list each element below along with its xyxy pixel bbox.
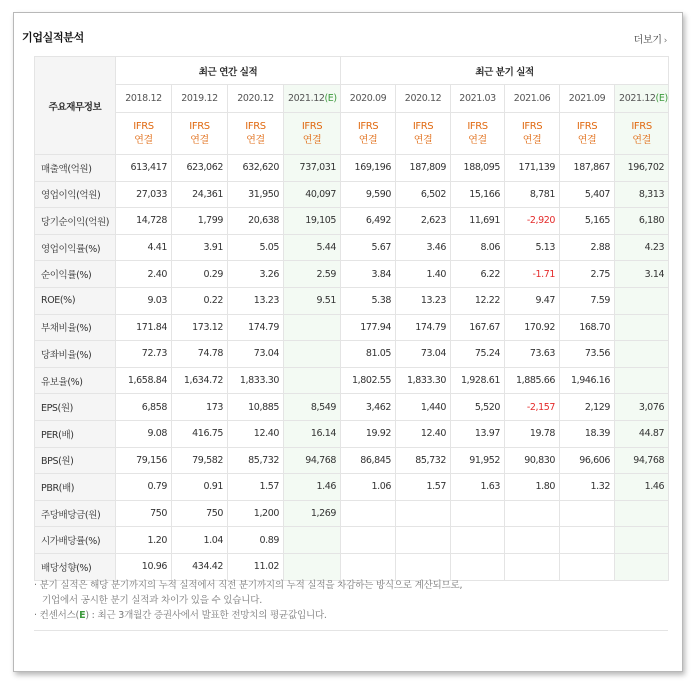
ifrs-label: IFRS — [357, 120, 379, 132]
row-label: 당기순이익(억원) — [35, 208, 116, 235]
table-cell — [396, 500, 451, 527]
table-cell: 1,833.30 — [228, 367, 284, 394]
period-header — [116, 85, 172, 113]
table-row — [35, 261, 669, 288]
table-cell — [451, 527, 505, 554]
table-cell: 91,952 — [451, 447, 505, 474]
table-cell: 170.92 — [505, 314, 560, 341]
table-cell: 19.78 — [505, 420, 560, 447]
ifrs-label: IFRS — [245, 120, 266, 132]
more-link[interactable] — [634, 31, 667, 46]
table-cell: 1,200 — [228, 500, 284, 527]
table-cell: 3.14 — [615, 261, 669, 288]
table-cell: 187,867 — [560, 155, 615, 182]
row-label: 영업이익률(%) — [35, 234, 116, 261]
table-cell: 44.87 — [615, 420, 669, 447]
table-cell: 9.03 — [116, 287, 172, 314]
annual-header: 최근 연간 실적 — [116, 57, 341, 85]
table-cell: 20,638 — [228, 208, 284, 235]
ifrs-label: IFRS — [467, 120, 488, 132]
table-cell: 90,830 — [505, 447, 560, 474]
consolidated-label: 연결 — [190, 134, 209, 146]
table-cell: 13.97 — [451, 420, 505, 447]
table-row — [35, 234, 669, 261]
table-cell: 3,076 — [615, 394, 669, 421]
table-cell: 85,732 — [228, 447, 284, 474]
table-cell: 1.63 — [451, 474, 505, 501]
table-cell: 8,549 — [284, 394, 341, 421]
financial-table — [34, 56, 669, 581]
table-cell — [615, 527, 669, 554]
table-cell: 5,165 — [560, 208, 615, 235]
table-cell: 6,180 — [615, 208, 669, 235]
period-label: 2021.12 — [619, 93, 656, 104]
table-cell: 1.04 — [172, 527, 228, 554]
table-cell: 3,462 — [341, 394, 396, 421]
table-cell: 1,634.72 — [172, 367, 228, 394]
table-cell: 632,620 — [228, 155, 284, 182]
period-label: 2018.12 — [125, 93, 162, 104]
table-row — [35, 394, 669, 421]
row-label: PER(배) — [35, 420, 116, 447]
table-cell: 1,440 — [396, 394, 451, 421]
table-cell: 6,858 — [116, 394, 172, 421]
period-label: 2020.12 — [404, 93, 442, 104]
ifrs-label: IFRS — [521, 120, 543, 132]
row-label: 시가배당률(%) — [35, 527, 116, 554]
estimate-marker: (E) — [655, 93, 668, 104]
row-label: BPS(원) — [35, 447, 116, 474]
table-cell: 1.20 — [116, 527, 172, 554]
table-cell — [615, 367, 669, 394]
table-cell: 1,802.55 — [341, 367, 396, 394]
table-cell — [284, 527, 341, 554]
table-cell: 171,139 — [505, 155, 560, 182]
consolidated-label: 연결 — [468, 134, 487, 146]
table-cell: 18.39 — [560, 420, 615, 447]
table-cell: 6,502 — [396, 181, 451, 208]
footnote-quarter-cont: 기업에서 공시한 분기 실적과 차이가 있을 수 있습니다. — [42, 595, 263, 606]
period-header — [396, 85, 451, 113]
table-cell: 1,799 — [172, 208, 228, 235]
table-cell: 434.42 — [172, 553, 228, 580]
quarter-header: 최근 분기 실적 — [341, 57, 669, 85]
ifrs-header — [172, 113, 228, 155]
table-cell: 8.06 — [451, 234, 505, 261]
table-cell: 750 — [172, 500, 228, 527]
consolidated-label: 연결 — [522, 134, 542, 146]
table-cell — [560, 527, 615, 554]
consolidated-label: 연결 — [413, 134, 433, 146]
table-cell: 2.59 — [284, 261, 341, 288]
table-cell: 8,313 — [615, 181, 669, 208]
table-cell: 4.41 — [116, 234, 172, 261]
table-cell: 12.40 — [228, 420, 284, 447]
table-cell: 79,582 — [172, 447, 228, 474]
ifrs-label: IFRS — [301, 120, 323, 132]
table-cell: 1,833.30 — [396, 367, 451, 394]
table-cell: 1.80 — [505, 474, 560, 501]
table-row — [35, 527, 669, 554]
table-cell — [505, 527, 560, 554]
row-label: ROE(%) — [35, 287, 116, 314]
row-label: EPS(원) — [35, 394, 116, 421]
table-cell: -1.71 — [505, 261, 560, 288]
table-row — [35, 367, 669, 394]
table-cell: -2,920 — [505, 208, 560, 235]
table-cell: 15,166 — [451, 181, 505, 208]
table-cell: 1.57 — [396, 474, 451, 501]
table-cell: 1.06 — [341, 474, 396, 501]
table-cell: 169,196 — [341, 155, 396, 182]
table-cell: 1.46 — [615, 474, 669, 501]
table-row — [35, 181, 669, 208]
table-cell: 13.23 — [396, 287, 451, 314]
table-row — [35, 208, 669, 235]
row-label: 당좌비율(%) — [35, 341, 116, 368]
table-cell: 75.24 — [451, 341, 505, 368]
table-cell: 74.78 — [172, 341, 228, 368]
footnote-consensus-suffix: ) : 최근 3개월간 증권사에서 발표한 전망치의 평균값입니다. — [85, 610, 327, 621]
table-cell: 14,728 — [116, 208, 172, 235]
estimate-marker: (E) — [324, 93, 337, 104]
table-row — [35, 553, 669, 580]
table-cell: 1,658.84 — [116, 367, 172, 394]
table-cell: 168.70 — [560, 314, 615, 341]
table-cell: 737,031 — [284, 155, 341, 182]
table-cell: 72.73 — [116, 341, 172, 368]
table-cell: 79,156 — [116, 447, 172, 474]
table-cell — [341, 500, 396, 527]
table-cell: 9,590 — [341, 181, 396, 208]
table-cell — [341, 527, 396, 554]
table-cell: 40,097 — [284, 181, 341, 208]
table-cell: 2.75 — [560, 261, 615, 288]
table-cell: 2.88 — [560, 234, 615, 261]
consolidated-label: 연결 — [302, 134, 322, 146]
period-label: 2021.03 — [459, 93, 496, 104]
table-cell: 1,946.16 — [560, 367, 615, 394]
period-header — [505, 85, 560, 113]
table-cell: 81.05 — [341, 341, 396, 368]
table-cell: 31,950 — [228, 181, 284, 208]
table-cell: 2,129 — [560, 394, 615, 421]
footnote-consensus-prefix: · 컨센서스( — [34, 610, 80, 621]
period-row — [35, 85, 669, 113]
table-cell: 85,732 — [396, 447, 451, 474]
ifrs-header — [228, 113, 284, 155]
table-cell: 27,033 — [116, 181, 172, 208]
financial-table-body — [35, 155, 669, 581]
footnotes — [34, 578, 668, 623]
table-cell: 750 — [116, 500, 172, 527]
table-row — [35, 500, 669, 527]
table-cell: 5,520 — [451, 394, 505, 421]
ifrs-header — [284, 113, 341, 155]
row-label: 배당성향(%) — [35, 553, 116, 580]
table-cell: 0.89 — [228, 527, 284, 554]
row-label: 부채비율(%) — [35, 314, 116, 341]
table-cell: 13.23 — [228, 287, 284, 314]
row-label: 매출액(억원) — [35, 155, 116, 182]
table-cell: 613,417 — [116, 155, 172, 182]
table-cell: 1.40 — [396, 261, 451, 288]
table-cell: 19,105 — [284, 208, 341, 235]
table-cell: 0.29 — [172, 261, 228, 288]
table-cell — [560, 500, 615, 527]
ifrs-row — [35, 113, 669, 155]
table-cell: 3.84 — [341, 261, 396, 288]
period-header — [228, 85, 284, 113]
table-cell: 12.22 — [451, 287, 505, 314]
table-cell — [284, 553, 341, 580]
table-cell: 1.57 — [228, 474, 284, 501]
ifrs-header — [615, 113, 669, 155]
table-cell: 5.13 — [505, 234, 560, 261]
ifrs-label: IFRS — [133, 120, 154, 132]
period-label: 2019.12 — [181, 93, 218, 104]
period-header — [615, 85, 669, 113]
period-header — [560, 85, 615, 113]
table-row — [35, 447, 669, 474]
period-label: 2020.09 — [349, 93, 387, 104]
footnote-quarter: · 분기 실적은 해당 분기까지의 누적 실적에서 직전 분기까지의 누적 실적을 차감하는 방식으로 계산되므로, — [34, 580, 463, 591]
section-title: 기업실적분석 — [22, 31, 84, 44]
consolidated-label: 연결 — [577, 134, 597, 146]
table-cell: 10.96 — [116, 553, 172, 580]
period-header — [284, 85, 341, 113]
chevron-right-icon: › — [663, 36, 667, 46]
ifrs-header — [341, 113, 396, 155]
consolidated-label: 연결 — [246, 134, 265, 146]
table-cell: 1,269 — [284, 500, 341, 527]
footnote-consensus — [34, 608, 668, 623]
table-cell — [615, 500, 669, 527]
table-cell — [615, 553, 669, 580]
period-header — [172, 85, 228, 113]
table-cell: 1,885.66 — [505, 367, 560, 394]
ifrs-label: IFRS — [412, 120, 434, 132]
table-cell: 171.84 — [116, 314, 172, 341]
table-cell — [615, 287, 669, 314]
consolidated-label: 연결 — [632, 134, 651, 146]
table-cell — [284, 367, 341, 394]
table-cell: 0.22 — [172, 287, 228, 314]
table-cell: 11.02 — [228, 553, 284, 580]
row-label: PBR(배) — [35, 474, 116, 501]
table-cell — [560, 553, 615, 580]
table-cell: 9.51 — [284, 287, 341, 314]
table-cell: 11,691 — [451, 208, 505, 235]
table-cell: 1.32 — [560, 474, 615, 501]
table-cell: 6,492 — [341, 208, 396, 235]
table-cell — [451, 553, 505, 580]
table-cell — [284, 341, 341, 368]
table-cell: 1,928.61 — [451, 367, 505, 394]
table-cell: 5,407 — [560, 181, 615, 208]
table-cell: 9.47 — [505, 287, 560, 314]
table-cell: 173 — [172, 394, 228, 421]
table-cell: 5.44 — [284, 234, 341, 261]
table-cell: 16.14 — [284, 420, 341, 447]
table-cell: 94,768 — [284, 447, 341, 474]
period-label: 2021.09 — [568, 93, 606, 104]
table-row — [35, 341, 669, 368]
table-cell — [505, 553, 560, 580]
table-cell: 12.40 — [396, 420, 451, 447]
period-label: 2020.12 — [237, 93, 274, 104]
table-cell — [505, 500, 560, 527]
table-cell: 8,781 — [505, 181, 560, 208]
table-cell: 167.67 — [451, 314, 505, 341]
table-cell: 96,606 — [560, 447, 615, 474]
table-cell — [396, 553, 451, 580]
footnote-consensus-e: E — [79, 610, 86, 621]
main-info-header: 주요재무정보 — [35, 57, 116, 155]
table-cell: 5.05 — [228, 234, 284, 261]
table-cell: 173.12 — [172, 314, 228, 341]
ifrs-header — [505, 113, 560, 155]
table-cell: 3.26 — [228, 261, 284, 288]
table-cell — [284, 314, 341, 341]
table-cell: 3.46 — [396, 234, 451, 261]
table-cell: 0.79 — [116, 474, 172, 501]
consolidated-label: 연결 — [134, 134, 153, 146]
ifrs-label: IFRS — [576, 120, 598, 132]
table-cell: 188,095 — [451, 155, 505, 182]
table-cell — [396, 527, 451, 554]
row-label: 영업이익(억원) — [35, 181, 116, 208]
table-cell: 73.56 — [560, 341, 615, 368]
ifrs-header — [451, 113, 505, 155]
table-cell: 24,361 — [172, 181, 228, 208]
ifrs-label: IFRS — [631, 120, 652, 132]
table-cell: 174.79 — [396, 314, 451, 341]
table-row — [35, 314, 669, 341]
table-cell: 2.40 — [116, 261, 172, 288]
table-cell: 3.91 — [172, 234, 228, 261]
ifrs-header — [560, 113, 615, 155]
table-row — [35, 420, 669, 447]
table-cell: 174.79 — [228, 314, 284, 341]
table-cell: 196,702 — [615, 155, 669, 182]
table-cell: 177.94 — [341, 314, 396, 341]
period-header — [341, 85, 396, 113]
table-cell: 187,809 — [396, 155, 451, 182]
row-label: 순이익률(%) — [35, 261, 116, 288]
table-cell: 0.91 — [172, 474, 228, 501]
table-cell: -2,157 — [505, 394, 560, 421]
table-cell: 10,885 — [228, 394, 284, 421]
period-label: 2021.12 — [288, 93, 325, 104]
table-cell: 2,623 — [396, 208, 451, 235]
more-link-label: 더보기 — [633, 35, 662, 46]
table-cell: 7.59 — [560, 287, 615, 314]
consolidated-label: 연결 — [358, 134, 378, 146]
table-cell — [615, 314, 669, 341]
bottom-divider — [34, 630, 668, 631]
row-label: 유보율(%) — [35, 367, 116, 394]
table-cell — [451, 500, 505, 527]
table-cell: 73.04 — [228, 341, 284, 368]
table-cell: 6.22 — [451, 261, 505, 288]
ifrs-header — [116, 113, 172, 155]
table-cell: 73.63 — [505, 341, 560, 368]
table-cell: 1.46 — [284, 474, 341, 501]
table-row — [35, 155, 669, 182]
period-label: 2021.06 — [513, 93, 551, 104]
table-row — [35, 287, 669, 314]
table-cell: 4.23 — [615, 234, 669, 261]
table-cell: 86,845 — [341, 447, 396, 474]
table-cell — [615, 341, 669, 368]
table-cell: 19.92 — [341, 420, 396, 447]
table-cell — [341, 553, 396, 580]
period-header — [451, 85, 505, 113]
table-cell: 623,062 — [172, 155, 228, 182]
table-cell: 94,768 — [615, 447, 669, 474]
table-cell: 5.38 — [341, 287, 396, 314]
table-cell: 5.67 — [341, 234, 396, 261]
table-cell: 416.75 — [172, 420, 228, 447]
table-row — [35, 474, 669, 501]
ifrs-header — [396, 113, 451, 155]
row-label: 주당배당금(원) — [35, 500, 116, 527]
ifrs-label: IFRS — [189, 120, 210, 132]
table-cell: 9.08 — [116, 420, 172, 447]
table-cell: 73.04 — [396, 341, 451, 368]
